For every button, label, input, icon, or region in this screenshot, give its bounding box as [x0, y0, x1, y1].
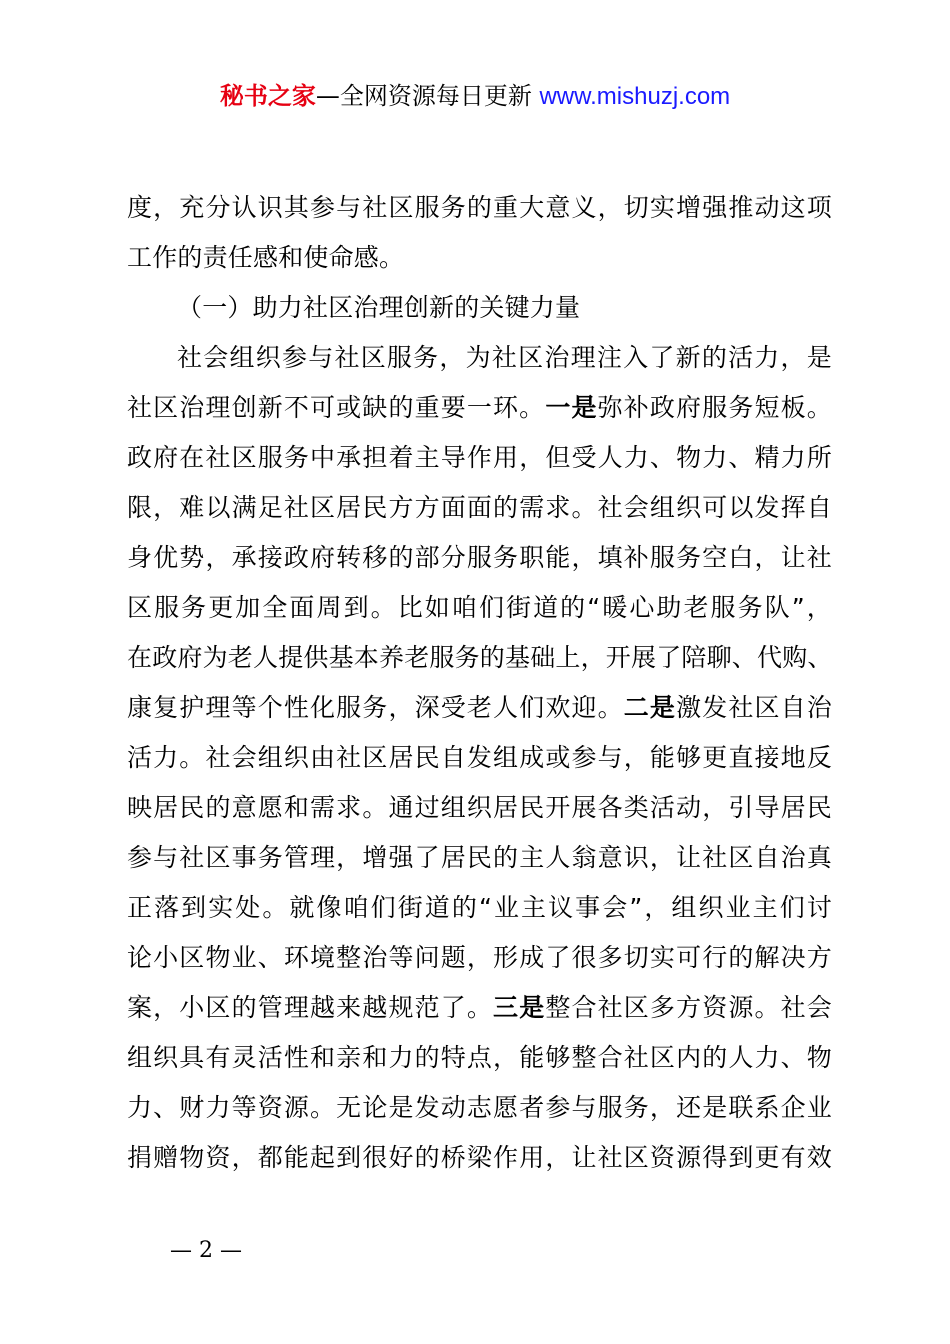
- paragraph-line: 限，难以满足社区居民方方面面的需求。社会组织可以发挥自: [127, 493, 832, 522]
- paragraph-line: 正落到实处。就像咱们街道的“业主议事会”，组织业主们讨: [127, 893, 832, 922]
- point-marker-one: 一是: [545, 393, 598, 422]
- site-slogan: —全网资源每日更新: [315, 82, 540, 110]
- paragraph-line: 社会组织参与社区服务，为社区治理注入了新的活力，是: [177, 343, 832, 372]
- point-marker-two: 二是: [623, 693, 677, 722]
- paragraph-line: 论小区物业、环境整治等问题，形成了很多切实可行的解决方: [127, 943, 832, 972]
- line-text: 激发社区自治: [676, 693, 832, 722]
- paragraph-line: [127, 383, 832, 433]
- site-url[interactable]: www.mishuzj.com: [539, 83, 731, 110]
- site-brand: 秘书之家: [219, 82, 316, 110]
- paragraph-line: [127, 983, 832, 1033]
- paragraph-line: 捐赠物资，都能起到很好的桥梁作用，让社区资源得到更有效: [127, 1143, 832, 1172]
- line-text: 社区治理创新不可或缺的重要一环。: [127, 393, 546, 422]
- paragraph-line: 区服务更加全面周到。比如咱们街道的“暖心助老服务队”，: [127, 593, 832, 622]
- paragraph-line: 度，充分认识其参与社区服务的重大意义，切实增强推动这项: [127, 193, 832, 222]
- line-text: 弥补政府服务短板。: [597, 393, 832, 422]
- paragraph-line: 活力。社会组织由社区居民自发组成或参与，能够更直接地反: [127, 743, 832, 772]
- document-body: [127, 183, 832, 1183]
- paragraph-line: 在政府为老人提供基本养老服务的基础上，开展了陪聊、代购、: [127, 643, 833, 672]
- line-text: 整合社区多方资源。社会: [545, 993, 832, 1022]
- paragraph-line: 工作的责任感和使命感。: [127, 243, 405, 272]
- page-number: — 2 —: [170, 1238, 242, 1263]
- section-heading: （一）助力社区治理创新的关键力量: [177, 293, 581, 322]
- line-text: 案，小区的管理越来越规范了。: [127, 993, 494, 1022]
- paragraph-line: 政府在社区服务中承担着主导作用，但受人力、物力、精力所: [127, 443, 832, 472]
- point-marker-three: 三是: [493, 993, 546, 1022]
- paragraph-line: 映居民的意愿和需求。通过组织居民开展各类活动，引导居民: [127, 793, 832, 822]
- paragraph-line: [127, 683, 832, 733]
- site-header: [0, 80, 950, 113]
- paragraph-line: 参与社区事务管理，增强了居民的主人翁意识，让社区自治真: [127, 843, 832, 872]
- paragraph-line: 力、财力等资源。无论是发动志愿者参与服务，还是联系企业: [127, 1093, 832, 1122]
- line-text: 康复护理等个性化服务，深受老人们欢迎。: [127, 693, 624, 722]
- paragraph-line: 组织具有灵活性和亲和力的特点，能够整合社区内的人力、物: [127, 1043, 832, 1072]
- paragraph-line: 身优势，承接政府转移的部分服务职能，填补服务空白，让社: [127, 543, 832, 572]
